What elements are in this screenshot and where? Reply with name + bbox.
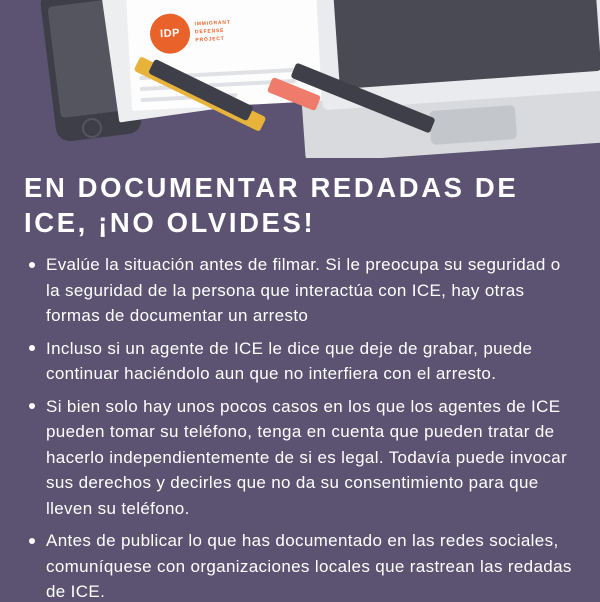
idp-logo xyxy=(149,5,255,58)
list-item: Si bien solo hay unos pocos casos en los que los agentes de ICE pueden tomar su teléfono, tenga en cuenta que pueden tratar de hacerlo independientemente de si es legal. Todavía puede invocar sus derechos y decirles que no da su consentimiento para que lleven su teléfono. xyxy=(24,394,578,522)
laptop-trackpad-icon xyxy=(429,105,517,145)
hero-illustration xyxy=(0,0,600,158)
poster-content xyxy=(0,158,600,602)
tips-list xyxy=(24,252,578,602)
list-item: Antes de publicar lo que has documentado en las redes sociales, comuníquese con organizaciones locales que rastrean las redadas de ICE. xyxy=(24,528,578,602)
idp-logo-line-2: DEFENSE xyxy=(194,27,225,36)
idp-logo-line-1: IMMIGRANT xyxy=(194,19,231,28)
list-item: Incluso si un agente de ICE le dice que deje de grabar, puede continuar haciéndolo aun que no interfiera con el arresto. xyxy=(24,336,578,387)
idp-logo-text xyxy=(194,19,231,43)
page-title: EN DOCUMENTAR REDADAS DE ICE, ¡NO OLVIDES! xyxy=(24,172,519,238)
list-item: Evalúe la situación antes de filmar. Si le preocupa su seguridad o la seguridad de la persona que interactúa con ICE, hay otras formas de documentar un arresto xyxy=(24,252,578,329)
idp-logo-mark-icon: IDP xyxy=(149,13,191,55)
idp-logo-line-3: PROJECT xyxy=(195,35,225,44)
